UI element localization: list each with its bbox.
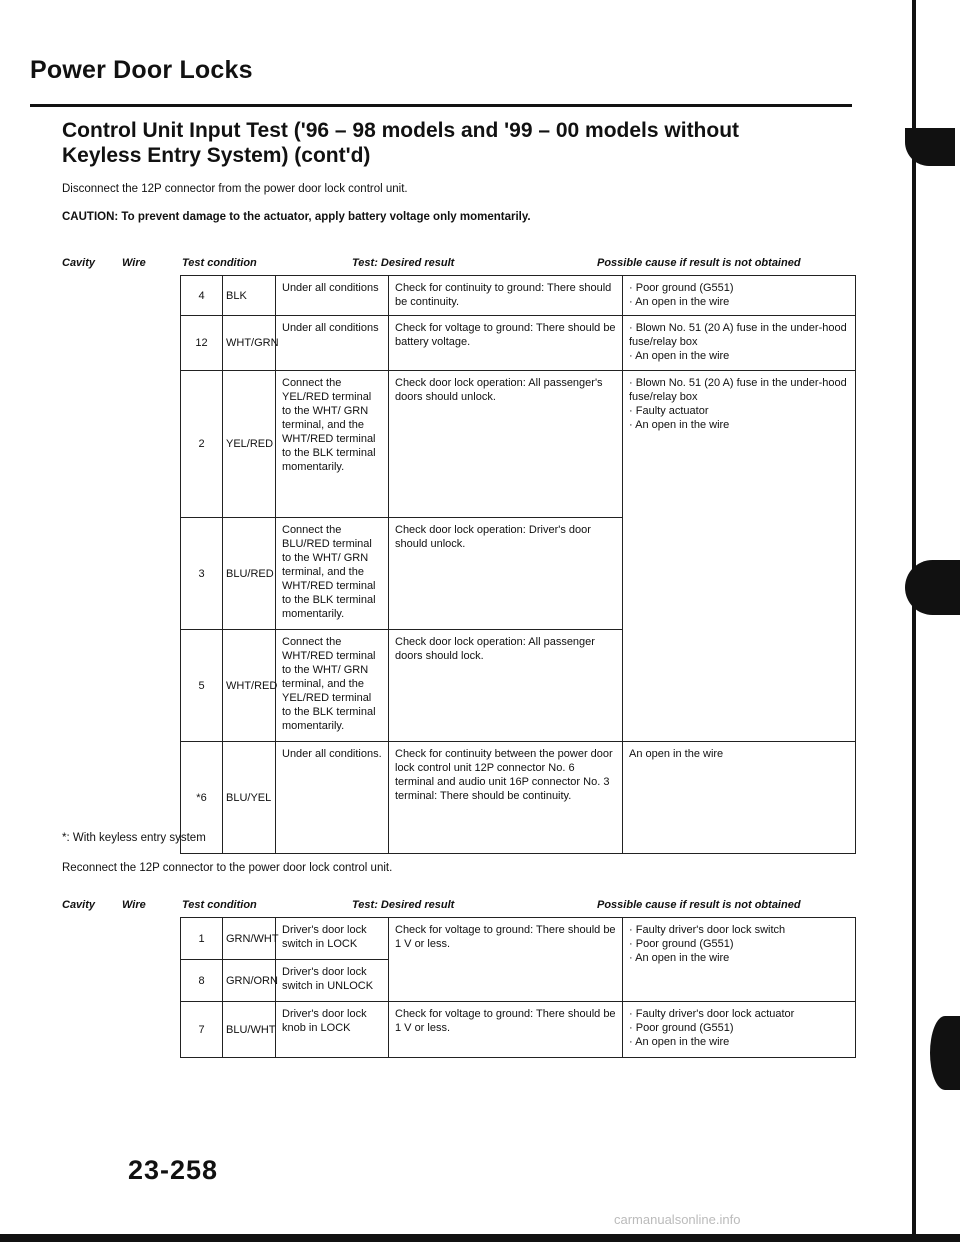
cause-item: · Poor ground (G551) bbox=[629, 281, 849, 295]
wire-cell: WHT/RED bbox=[223, 630, 276, 742]
disconnect-instruction: Disconnect the 12P connector from the power door lock control unit. bbox=[62, 183, 408, 195]
table-row bbox=[181, 371, 856, 518]
col-condition: Test condition bbox=[182, 257, 257, 269]
cause-item: · An open in the wire bbox=[629, 349, 849, 363]
wire-cell: GRN/WHT bbox=[223, 918, 276, 960]
watermark: carmanualsonline.info bbox=[614, 1212, 741, 1227]
condition-cell: Under all conditions bbox=[276, 316, 389, 371]
col-result: Test: Desired result bbox=[352, 899, 455, 911]
page-title: Power Door Locks bbox=[30, 56, 253, 84]
binding-tab bbox=[905, 128, 955, 166]
caution-text: To prevent damage to the actuator, apply battery voltage only momentarily. bbox=[121, 211, 531, 223]
cavity-cell: 1 bbox=[181, 918, 223, 960]
cavity-cell: 3 bbox=[181, 518, 223, 630]
result-cell: Check for continuity between the power door lock control unit 12P connector No. 6 terminal and audio unit 16P connector No. 3 terminal: There should be continuity. bbox=[389, 742, 623, 854]
cause-cell: An open in the wire bbox=[623, 742, 856, 854]
cause-item: · An open in the wire bbox=[629, 951, 849, 965]
table-row bbox=[181, 918, 856, 960]
wire-cell: GRN/ORN bbox=[223, 960, 276, 1002]
wire-cell: BLU/YEL bbox=[223, 742, 276, 854]
cavity-cell: 4 bbox=[181, 276, 223, 316]
cavity-cell: 5 bbox=[181, 630, 223, 742]
table-row bbox=[181, 742, 856, 854]
reconnect-instruction: Reconnect the 12P connector to the power door lock control unit. bbox=[62, 862, 393, 874]
condition-cell: Connect the WHT/RED terminal to the WHT/ GRN terminal, and the YEL/RED terminal to the BLK terminal momentarily. bbox=[276, 630, 389, 742]
result-cell: Check for voltage to ground: There should be 1 V or less. bbox=[389, 1002, 623, 1058]
result-cell: Check for voltage to ground: There should be 1 V or less. bbox=[389, 918, 623, 1002]
caution-note bbox=[62, 211, 531, 223]
binding-tab bbox=[905, 560, 960, 615]
cause-item: · Poor ground (G551) bbox=[629, 937, 849, 951]
condition-cell: Under all conditions. bbox=[276, 742, 389, 854]
table-row bbox=[181, 1002, 856, 1058]
col-wire: Wire bbox=[122, 899, 146, 911]
cavity-cell: 12 bbox=[181, 316, 223, 371]
wire-cell: BLK bbox=[223, 276, 276, 316]
col-result: Test: Desired result bbox=[352, 257, 455, 269]
result-cell: Check door lock operation: All passenger doors should lock. bbox=[389, 630, 623, 742]
section-subtitle: Control Unit Input Test ('96 – 98 models and '99 – 00 models without Keyless Entry System) (cont'd) bbox=[62, 119, 740, 167]
cause-item: · An open in the wire bbox=[629, 418, 849, 432]
condition-cell: Connect the BLU/RED terminal to the WHT/ GRN terminal, and the WHT/RED terminal to the BLK terminal momentarily. bbox=[276, 518, 389, 630]
cavity-cell: 7 bbox=[181, 1002, 223, 1058]
cause-cell bbox=[623, 276, 856, 316]
result-cell: Check door lock operation: Driver's door should unlock. bbox=[389, 518, 623, 630]
condition-cell: Driver's door lock switch in UNLOCK bbox=[276, 960, 389, 1002]
cause-item: · Blown No. 51 (20 A) fuse in the under-hood fuse/relay box bbox=[629, 321, 849, 349]
table-row bbox=[181, 276, 856, 316]
result-cell: Check for continuity to ground: There should be continuity. bbox=[389, 276, 623, 316]
cause-cell bbox=[623, 316, 856, 371]
condition-cell: Connect the YEL/RED terminal to the WHT/ GRN terminal, and the WHT/RED terminal to the BLK terminal momentarily. bbox=[276, 371, 389, 518]
binding-tab bbox=[930, 1016, 960, 1090]
cause-item: · An open in the wire bbox=[629, 295, 849, 309]
result-cell: Check door lock operation: All passenger's doors should unlock. bbox=[389, 371, 623, 518]
wire-cell: BLU/WHT bbox=[223, 1002, 276, 1058]
input-test-table bbox=[180, 275, 856, 854]
footnote: *: With keyless entry system bbox=[62, 832, 206, 844]
switch-test-table bbox=[180, 917, 856, 1058]
page-number: 23-258 bbox=[128, 1155, 219, 1185]
cavity-cell: 2 bbox=[181, 371, 223, 518]
cause-item: · Faulty actuator bbox=[629, 404, 849, 418]
table-row bbox=[181, 316, 856, 371]
cause-item: · Faulty driver's door lock switch bbox=[629, 923, 849, 937]
cause-cell bbox=[623, 371, 856, 742]
condition-cell: Driver's door lock knob in LOCK bbox=[276, 1002, 389, 1058]
col-wire: Wire bbox=[122, 257, 146, 269]
title-rule bbox=[30, 104, 852, 107]
col-cause: Possible cause if result is not obtained bbox=[597, 899, 801, 911]
cause-cell bbox=[623, 1002, 856, 1058]
condition-cell: Under all conditions bbox=[276, 276, 389, 316]
col-condition: Test condition bbox=[182, 899, 257, 911]
condition-cell: Driver's door lock switch in LOCK bbox=[276, 918, 389, 960]
cause-cell bbox=[623, 918, 856, 1002]
wire-cell: YEL/RED bbox=[223, 371, 276, 518]
col-cavity: Cavity bbox=[62, 257, 96, 269]
col-cause: Possible cause if result is not obtained bbox=[597, 257, 801, 269]
cavity-cell: *6 bbox=[181, 742, 223, 854]
cause-item: · Blown No. 51 (20 A) fuse in the under-hood fuse/relay box bbox=[629, 376, 849, 404]
cause-item: · Faulty driver's door lock actuator bbox=[629, 1007, 849, 1021]
bottom-bar bbox=[0, 1234, 960, 1242]
result-cell: Check for voltage to ground: There should be battery voltage. bbox=[389, 316, 623, 371]
cause-item: · Poor ground (G551) bbox=[629, 1021, 849, 1035]
page-spine bbox=[912, 0, 916, 1242]
caution-label: CAUTION: bbox=[62, 211, 119, 223]
wire-cell: BLU/RED bbox=[223, 518, 276, 630]
cause-item: · An open in the wire bbox=[629, 1035, 849, 1049]
col-cavity: Cavity bbox=[62, 899, 96, 911]
cavity-cell: 8 bbox=[181, 960, 223, 1002]
wire-cell: WHT/GRN bbox=[223, 316, 276, 371]
